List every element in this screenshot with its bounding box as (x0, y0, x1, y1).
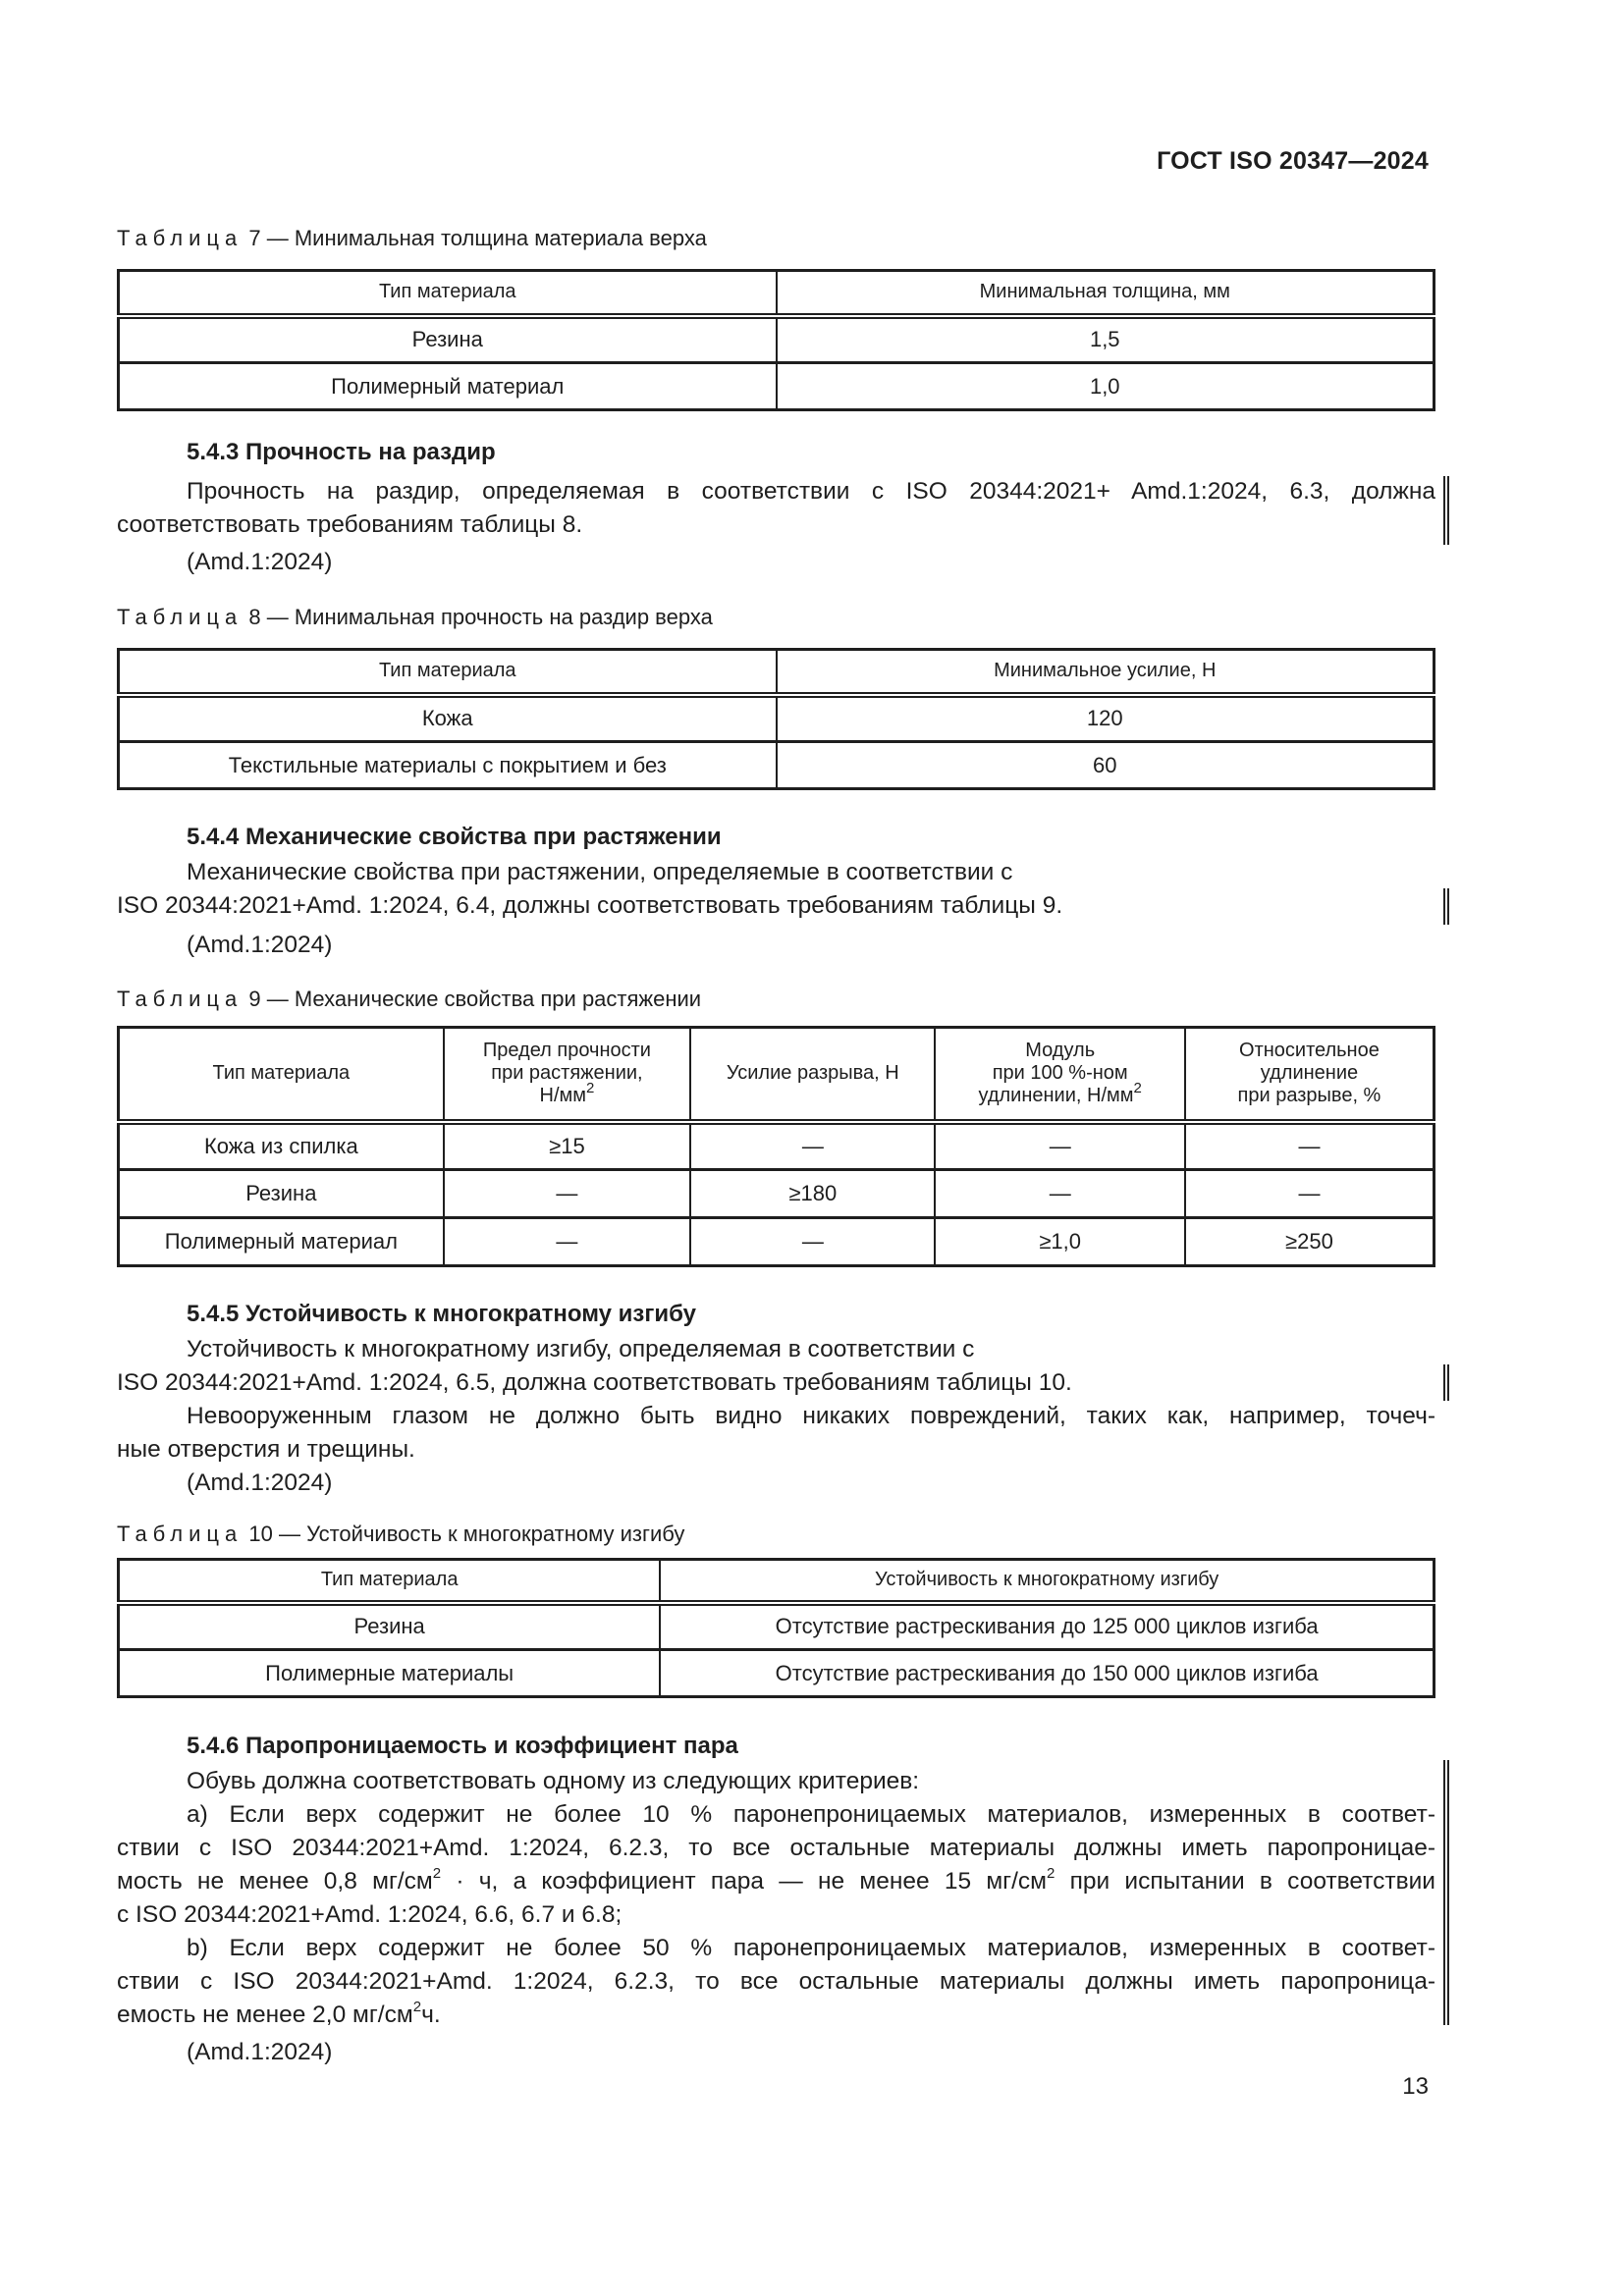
table-7-caption (117, 226, 707, 251)
table-row (119, 1170, 1435, 1218)
table-label: Таблица (117, 226, 244, 250)
paragraph-line: Обувь должна соответствовать одному из следующих критериев: (187, 1768, 920, 1794)
table-cell: ≥250 (1185, 1218, 1435, 1266)
paragraph-line: мость не менее 0,8 $мг/см^2 \cdot ч$, а коэффициент пара — не менее 15 $мг/см^2$ при испытании в соответствии (117, 1864, 1435, 1895)
table-label: Таблица (117, 1522, 244, 1546)
table-cell: — (444, 1170, 690, 1218)
paragraph-line: соответствовать требованиям таблицы 8. (117, 511, 583, 538)
table-cell: — (690, 1218, 935, 1266)
paragraph-line: ные отверстия и трещины. (117, 1436, 415, 1463)
change-bar (1443, 476, 1449, 545)
table-cell: Полимерный материал (119, 363, 777, 410)
column-header: Модуль при 100 %-ном удлинении, $Н/мм^2$ (935, 1028, 1184, 1122)
table-cell: 1,0 (777, 363, 1435, 410)
table-label: Таблица (117, 987, 244, 1011)
table-cell: Текстильные материалы с покрытием и без (119, 742, 777, 789)
table-label: Таблица (117, 605, 244, 629)
table-cell: Полимерные материалы (119, 1650, 661, 1697)
table-row (119, 363, 1435, 410)
amendment-note: (Amd.1:2024) (187, 1469, 333, 1496)
column-header: Тип материала (119, 1028, 444, 1122)
table-row (119, 316, 1435, 363)
table-cell: — (1185, 1122, 1435, 1170)
paragraph-line: Прочность на раздир, определяемая в соответствии с ISO 20344:2021+ Amd.1:2024, 6.3, должна (187, 478, 1435, 505)
column-header: Минимальное усилие, Н (777, 650, 1435, 695)
table-row (119, 1122, 1435, 1170)
table-10-caption (117, 1522, 684, 1547)
table-row (119, 1218, 1435, 1266)
table-cell: ≥180 (690, 1170, 935, 1218)
paragraph-line: Устойчивость к многократному изгибу, определяемая в соответствии с (187, 1336, 975, 1362)
change-bar (1443, 888, 1449, 925)
table-cell: — (444, 1218, 690, 1266)
table-cell: Резина (119, 1170, 444, 1218)
paragraph-line: b) Если верх содержит не более 50 % паронепроницаемых материалов, измеренных в соответ- (187, 1935, 1435, 1961)
table-cell: — (690, 1122, 935, 1170)
section-heading-5-4-5: 5.4.5 Устойчивость к многократному изгибу (187, 1301, 696, 1327)
table-row (119, 742, 1435, 789)
column-header: Устойчивость к многократному изгибу (660, 1560, 1434, 1603)
column-header: Предел прочности при растяжении, $Н/мм^2$ (444, 1028, 690, 1122)
table-cell: Резина (119, 316, 777, 363)
table-cell: Кожа из спилка (119, 1122, 444, 1170)
column-header: Минимальная толщина, мм (777, 271, 1435, 316)
table-cell: Полимерный материал (119, 1218, 444, 1266)
section-heading-5-4-6: 5.4.6 Паропроницаемость и коэффициент пара (187, 1733, 738, 1759)
table-9-caption (117, 987, 701, 1012)
paragraph-line: с ISO 20344:2021+Amd. 1:2024, 6.6, 6.7 и 6.8; (117, 1901, 623, 1928)
column-header: Усилие разрыва, Н (690, 1028, 935, 1122)
paragraph-line: a) Если верх содержит не более 10 % паронепроницаемых материалов, измеренных в соответ- (187, 1801, 1435, 1828)
table-title: 7 — Минимальная толщина материала верха (248, 226, 707, 250)
column-header: Тип материала (119, 1560, 661, 1603)
paragraph-line: Механические свойства при растяжении, определяемые в соответствии с (187, 859, 1013, 885)
amendment-note: (Amd.1:2024) (187, 549, 333, 575)
amendment-note: (Amd.1:2024) (187, 2039, 333, 2065)
table-cell: Отсутствие растрескивания до 150 000 циклов изгиба (660, 1650, 1434, 1697)
table-cell: Отсутствие растрескивания до 125 000 циклов изгиба (660, 1603, 1434, 1650)
table-9 (117, 1026, 1435, 1267)
change-bar (1443, 1364, 1449, 1401)
table-cell: — (1185, 1170, 1435, 1218)
table-cell: — (935, 1122, 1184, 1170)
table-cell: ≥1,0 (935, 1218, 1184, 1266)
table-title: 10 — Устойчивость к многократному изгибу (248, 1522, 685, 1546)
table-row (119, 1603, 1435, 1650)
paragraph-line: ISO 20344:2021+Amd. 1:2024, 6.5, должна соответствовать требованиям таблицы 10. (117, 1369, 1072, 1396)
amendment-note: (Amd.1:2024) (187, 932, 333, 958)
table-cell: 1,5 (777, 316, 1435, 363)
table-cell: Кожа (119, 695, 777, 742)
table-cell: 120 (777, 695, 1435, 742)
page-number: 13 (1402, 2073, 1429, 2100)
table-cell: — (935, 1170, 1184, 1218)
table-10 (117, 1558, 1435, 1698)
section-heading-5-4-3: 5.4.3 Прочность на раздир (187, 439, 496, 465)
table-title: 8 — Минимальная прочность на раздир верха (248, 605, 713, 629)
column-header: Относительное удлинение при разрыве, % (1185, 1028, 1435, 1122)
document-code-header: ГОСТ ISO 20347—2024 (1157, 147, 1429, 175)
section-heading-5-4-4: 5.4.4 Механические свойства при растяжении (187, 824, 722, 850)
table-cell: Резина (119, 1603, 661, 1650)
paragraph-line: Невооруженным глазом не должно быть видно никаких повреждений, таких как, например, точеч- (187, 1403, 1435, 1429)
table-7 (117, 269, 1435, 411)
table-cell: 60 (777, 742, 1435, 789)
table-title: 9 — Механические свойства при растяжении (248, 987, 702, 1011)
table-row (119, 1650, 1435, 1697)
paragraph-line: ствии с ISO 20344:2021+Amd. 1:2024, 6.2.3, то все остальные материалы должны иметь паропроницае- (117, 1835, 1435, 1861)
table-8 (117, 648, 1435, 790)
table-8-caption (117, 605, 713, 630)
change-bar (1443, 1760, 1449, 2025)
table-cell: ≥15 (444, 1122, 690, 1170)
paragraph-line: емость не менее 2,0 $мг/см^2ч$. (117, 1998, 441, 2028)
column-header: Тип материала (119, 271, 777, 316)
table-row (119, 695, 1435, 742)
paragraph-line: ствии с ISO 20344:2021+Amd. 1:2024, 6.2.3, то все остальные материалы должны иметь паропроница- (117, 1968, 1435, 1995)
column-header: Тип материала (119, 650, 777, 695)
paragraph-line: ISO 20344:2021+Amd. 1:2024, 6.4, должны соответствовать требованиям таблицы 9. (117, 892, 1063, 919)
